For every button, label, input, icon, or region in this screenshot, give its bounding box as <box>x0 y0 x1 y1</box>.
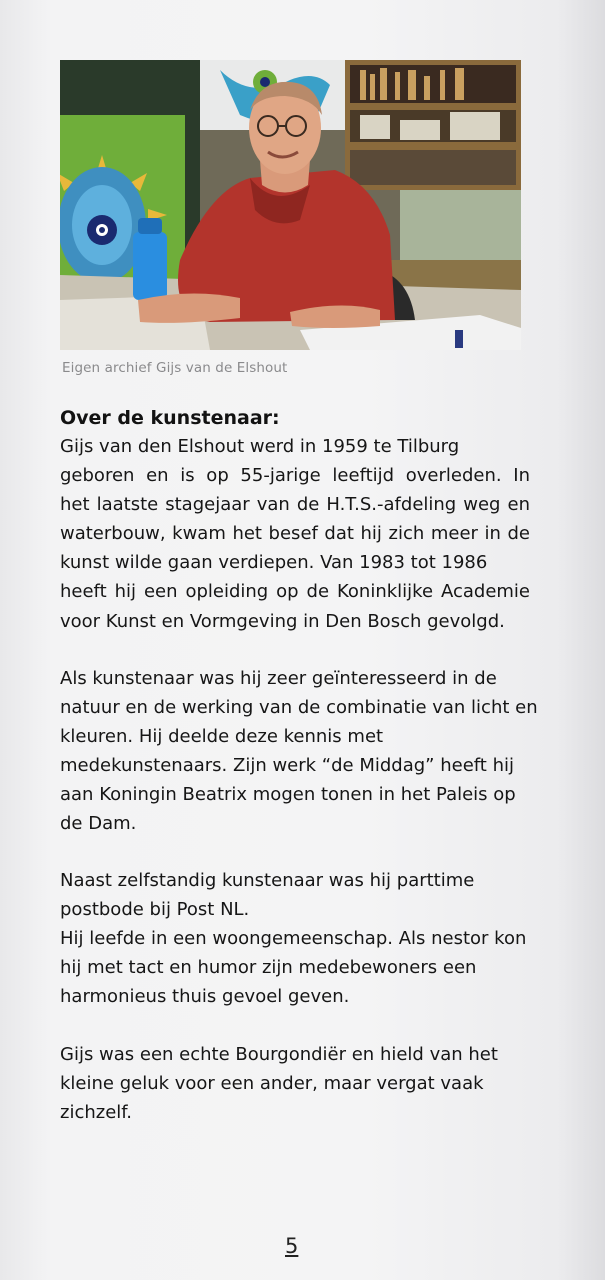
text-line: Als kunstenaar was hij zeer geïnteresseerd in de <box>60 668 497 689</box>
artist-photo <box>60 60 521 350</box>
paragraph-life <box>60 866 530 1011</box>
paragraph-character <box>60 1040 530 1127</box>
text-line: postbode bij Post NL. <box>60 899 250 921</box>
text-line: natuur en de werking van de combinatie van licht en <box>60 697 538 719</box>
artist-photo-illustration <box>60 60 521 350</box>
text-line: Hij leefde in een woongemeenschap. Als nestor kon <box>60 928 527 950</box>
section-heading: Over de kunstenaar: <box>60 407 280 429</box>
text-line: harmonieus thuis gevoel geven. <box>60 986 350 1008</box>
text-line: zichzelf. <box>60 1102 133 1124</box>
text-line: Gijs van den Elshout werd in 1959 te Tilburg <box>60 436 460 457</box>
photo-caption: Eigen archief Gijs van de Elshout <box>62 360 288 376</box>
text-line: geboren en is op 55-jarige leeftijd overleden. In <box>60 465 530 487</box>
text-line: voor Kunst en Vormgeving in Den Bosch gevolgd. <box>60 610 505 632</box>
page-number: 5 <box>285 1234 299 1258</box>
paragraph-biography <box>60 432 530 636</box>
text-line: hij met tact en humor zijn medebewoners een <box>60 957 477 979</box>
text-line: kleine geluk voor een ander, maar vergat vaak <box>60 1073 484 1095</box>
text-line: kunst wilde gaan verdiepen. Van 1983 tot 1986 <box>60 552 488 574</box>
text-line: het laatste stagejaar van de H.T.S.-afdeling weg en <box>60 494 530 516</box>
text-line: de Dam. <box>60 813 137 835</box>
text-line: kleuren. Hij deelde deze kennis met <box>60 726 384 748</box>
text-line: aan Koningin Beatrix mogen tonen in het Paleis op <box>60 784 516 806</box>
text-line: Gijs was een echte Bourgondiër en hield van het <box>60 1044 498 1065</box>
text-line: heeft hij een opleiding op de Koninklijke Academie <box>60 581 530 603</box>
text-line: Naast zelfstandig kunstenaar was hij parttime <box>60 870 475 891</box>
text-line: waterbouw, kwam het besef dat hij zich meer in de <box>60 523 530 545</box>
text-line: medekunstenaars. Zijn werk “de Middag” heeft hij <box>60 755 514 777</box>
paragraph-artistry <box>60 664 538 839</box>
